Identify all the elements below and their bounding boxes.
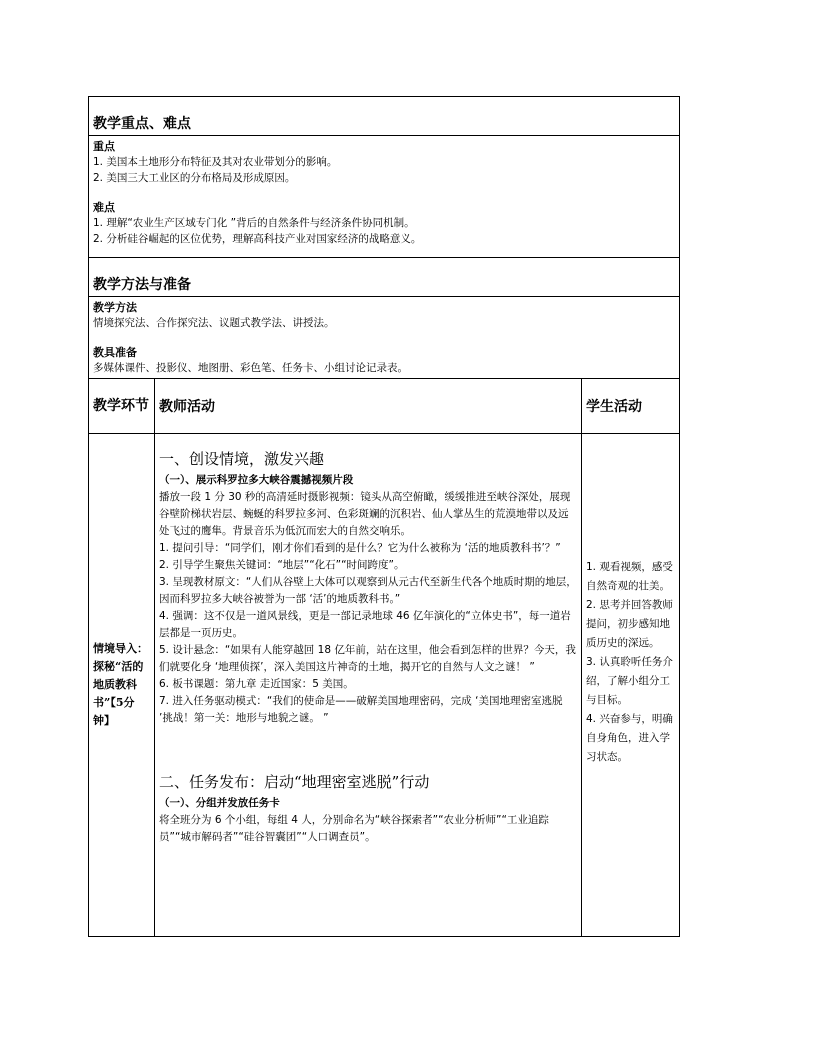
step-item: 1. 提问引导：“同学们，刚才你们看到的是什么？它为什么被称为 ‘活的地质教科书’？” [159, 542, 561, 554]
methods-heading: 教学方法与准备 [89, 258, 680, 297]
prep-label: 教具准备 [93, 346, 137, 359]
difficulty-item: 2. 分析硅谷崛起的区位优势，理解高科技产业对国家经济的战略意义。 [93, 233, 422, 245]
lesson-plan-table [88, 96, 680, 937]
student-item: 2. 思考并回答教师提问，初步感知地质历史的深远。 [586, 599, 673, 649]
part2-subtitle: （一）、分组并发放任务卡 [159, 797, 280, 809]
stage-label: 情境导入：探秘“活的地质教科书”【5分钟】 [89, 434, 155, 937]
student-item: 3. 认真聆听任务介绍，了解小组分工与目标。 [586, 656, 673, 706]
step-item: 7. 进入任务驱动模式：“我们的使命是——破解美国地理密码，完成 ‘美国地理密室逃脱 ’挑战！第一关：地形与地貌之谜。 ” [159, 695, 563, 724]
student-activity [582, 434, 680, 937]
part2-text: 将全班分为 6 个小组，每组 4 人，分别命名为“峡谷探索者”“农业分析师”“工业追踪员”“城市解码者”“硅谷智囊团”“人口调查员”。 [159, 814, 549, 843]
key-points-heading: 教学重点、难点 [89, 97, 680, 136]
student-item: 1. 观看视频，感受自然奇观的壮美。 [586, 561, 673, 592]
part1-intro: 播放一段 1 分 30 秒的高清延时摄影视频：镜头从高空俯瞰，缓缓推进至峡谷深处，展现谷壁阶梯状岩层、蜿蜒的科罗拉多河、色彩斑斓的沉积岩、仙人掌丛生的荒漠地带以及远处飞过的鹰隼。背景音乐为低沉而宏大的自然交响乐。 [159, 491, 571, 537]
difficulty-label: 难点 [93, 201, 115, 214]
teacher-activity [155, 434, 582, 937]
focus-item: 1. 美国本土地形分布特征及其对农业带划分的影响。 [93, 156, 338, 168]
focus-item: 2. 美国三大工业区的分布格局及形成原因。 [93, 172, 296, 184]
step-item: 3. 呈现教材原文：“人们从谷壁上大体可以观察到从元古代至新生代各个地质时期的地层，因而科罗拉多大峡谷被誉为一部 ‘活’的地质教科书。” [159, 576, 577, 605]
step-item: 2. 引导学生聚焦关键词：“地层”“化石”“时间跨度”。 [159, 559, 405, 571]
step-item: 6. 板书课题：第九章 走近国家：5 美国。 [159, 678, 354, 690]
header-student-activity: 学生活动 [582, 379, 680, 434]
focus-label: 重点 [93, 140, 115, 153]
step-item: 4. 强调：这不仅是一道风景线，更是一部记录地球 46 亿年演化的“立体史书”，每一道岩层都是一页历史。 [159, 610, 571, 639]
lesson-plan-page [88, 96, 679, 937]
part2-title: 二、任务发布：启动“地理密室逃脱”行动 [159, 773, 430, 791]
part1-title: 一、创设情境，激发兴趣 [159, 450, 325, 468]
method-label: 教学方法 [93, 301, 137, 314]
step-item: 5. 设计悬念：“如果有人能穿越回 18 亿年前，站在这里，他会看到怎样的世界？今天，我们就要化身 ‘地理侦探’，深入美国这片神奇的土地，揭开它的自然与人文之谜！ ” [159, 644, 576, 673]
methods-body [89, 297, 680, 379]
method-text: 情境探究法、合作探究法、议题式教学法、讲授法。 [93, 317, 335, 329]
header-teacher-activity: 教师活动 [155, 379, 582, 434]
student-item: 4. 兴奋参与，明确自身角色，进入学习状态。 [586, 713, 673, 763]
header-stage: 教学环节 [89, 379, 155, 434]
key-points-body [89, 136, 680, 258]
prep-text: 多媒体课件、投影仪、地图册、彩色笔、任务卡、小组讨论记录表。 [93, 362, 408, 374]
difficulty-item: 1. 理解“农业生产区域专门化 ”背后的自然条件与经济条件协同机制。 [93, 217, 415, 229]
part1-subtitle: （一）、展示科罗拉多大峡谷震撼视频片段 [159, 474, 354, 486]
